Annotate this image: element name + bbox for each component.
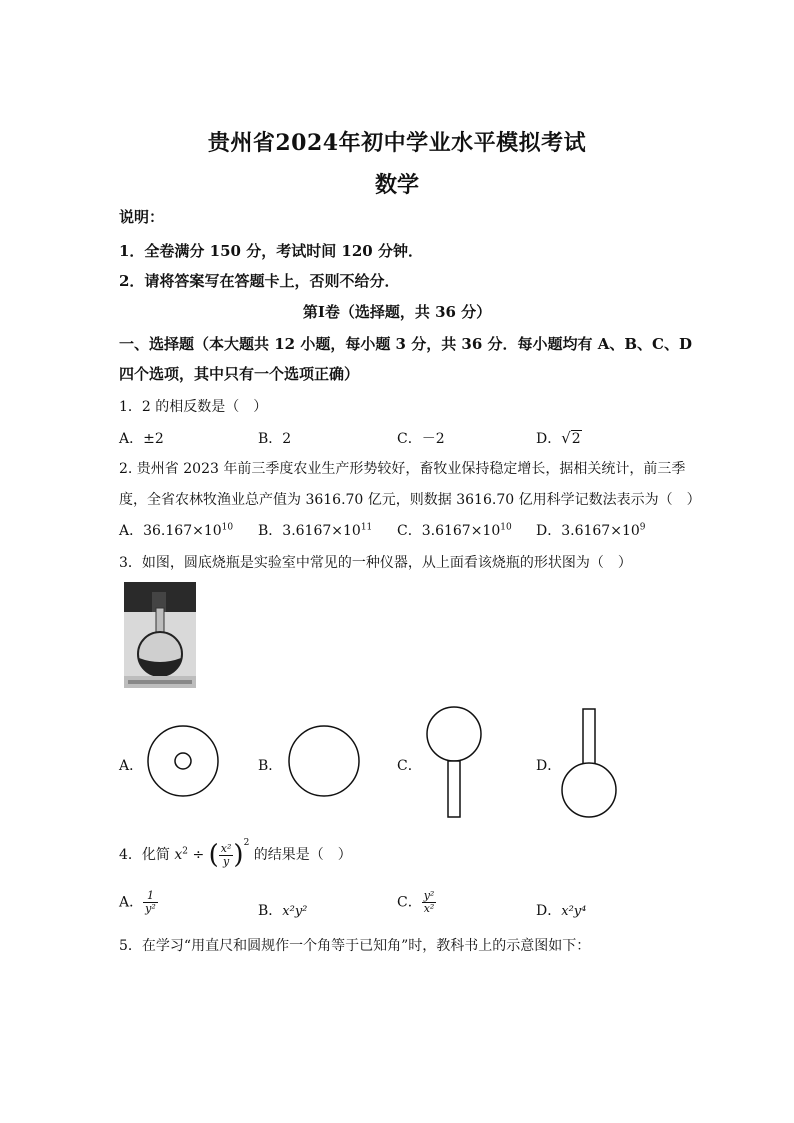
q3-option-a-figure [146, 725, 222, 801]
q4-option-a-den: y² [145, 902, 156, 915]
q2-option-d-exp: 9 [639, 522, 646, 533]
section-instructions-line1: 一、选择题（本大题共 12 小题，每小题 3 分，共 36 分．每小题均有 A、B、C、D [119, 335, 693, 353]
q4-option-b-label: B． [258, 903, 283, 919]
q3-option-d-label: D． [536, 758, 562, 774]
q2-option-c-exp: 10 [500, 522, 512, 533]
q4-option-a-fraction [143, 890, 158, 915]
q3-option-a-label: A． [119, 758, 144, 774]
q4-option-d-label: D． [536, 903, 562, 919]
subject-title: 数学 [374, 172, 419, 198]
paren-right-icon: ) [233, 840, 244, 870]
q2-option-c [397, 520, 512, 540]
q4-x: x [174, 847, 183, 863]
q2-option-b-base: B．3.6167×10 [258, 523, 361, 539]
q4-divide: ÷ [188, 847, 209, 863]
q4-option-c-den: x² [423, 902, 435, 915]
note-item-1: 1．全卷满分 150 分，考试时间 120 分钟． [119, 242, 423, 260]
exam-title: 贵州省2024年初中学业水平模拟考试 [207, 130, 587, 156]
q4-option-c [397, 890, 436, 915]
q1-option-d-radicand: 2 [571, 431, 581, 447]
q4-option-c-num: y² [423, 889, 435, 902]
q4-stem-suffix: 的结果是（ ） [249, 847, 352, 863]
q3-option-c-label: C． [397, 758, 422, 774]
q4-option-a [119, 890, 158, 915]
q4-option-a-num: 1 [143, 890, 158, 903]
q1-option-c: C．－2 [397, 431, 445, 447]
paren-left-icon: ( [208, 840, 219, 870]
q1-option-d-label: D． [536, 431, 562, 447]
q4-option-d-expr: x²y⁴ [561, 904, 587, 919]
q5-stem: 5．在学习“用直尺和圆规作一个角等于已知角”时，教科书上的示意图如下： [119, 938, 591, 954]
q4-fraction-num: x² [220, 841, 232, 855]
q4-paren-exp: 2 [243, 838, 250, 849]
q3-option-b-label: B． [258, 758, 283, 774]
q4-option-a-label: A． [119, 894, 144, 911]
q4-x-exp: 2 [182, 846, 188, 857]
q4-stem [119, 840, 352, 870]
q4-option-b [258, 900, 307, 920]
notes-heading: 说明： [119, 208, 165, 226]
q2-stem-line1: 2. 贵州省 2023 年前三季度农业生产形势较好，畜牧业保持稳定增长，据相关统计，前三季 [119, 461, 686, 477]
note-item-2: 2．请将答案写在答题卡上，否则不给分． [119, 272, 400, 290]
section-instructions-line2: 四个选项，其中只有一个选项正确） [119, 365, 360, 383]
q2-option-a-base: A．36.167×10 [119, 523, 222, 539]
q2-option-a-exp: 10 [221, 522, 234, 533]
q1-stem: 1．2 的相反数是（ ） [119, 399, 268, 415]
q2-option-b-exp: 11 [360, 522, 373, 533]
q4-option-c-label: C． [397, 894, 422, 911]
sqrt-icon: √ [561, 429, 571, 447]
q2-option-d-base: D．3.6167×10 [536, 523, 640, 539]
q3-option-c-figure [424, 704, 488, 820]
q4-fraction-den: y [223, 854, 230, 868]
q4-stem-prefix: 4．化简 [119, 847, 175, 863]
q2-option-b [258, 520, 372, 540]
q4-option-d [536, 900, 586, 920]
q3-stem: 3．如图，圆底烧瓶是实验室中常见的一种仪器，从上面看该烧瓶的形状图为（ ） [119, 555, 632, 571]
q2-option-d [536, 520, 646, 540]
q2-stem-line2: 度，全省农林牧渔业总产值为 3616.70 亿元，则数据 3616.70 亿用科学记数法表示为（ ） [119, 492, 701, 508]
q4-option-b-expr: x²y² [282, 904, 308, 919]
q4-fraction [219, 843, 234, 868]
q1-option-d [536, 428, 582, 448]
q2-option-a [119, 520, 233, 540]
q1-option-a: A．±2 [119, 431, 164, 447]
q3-option-d-figure [560, 706, 620, 822]
q4-option-c-fraction [422, 890, 437, 915]
section-title: 第Ⅰ卷（选择题，共 36 分） [302, 303, 492, 321]
q3-option-b-figure [287, 725, 363, 801]
q1-option-b: B．2 [258, 431, 292, 447]
q2-option-c-base: C．3.6167×10 [397, 523, 501, 539]
flask-photo [124, 582, 196, 688]
